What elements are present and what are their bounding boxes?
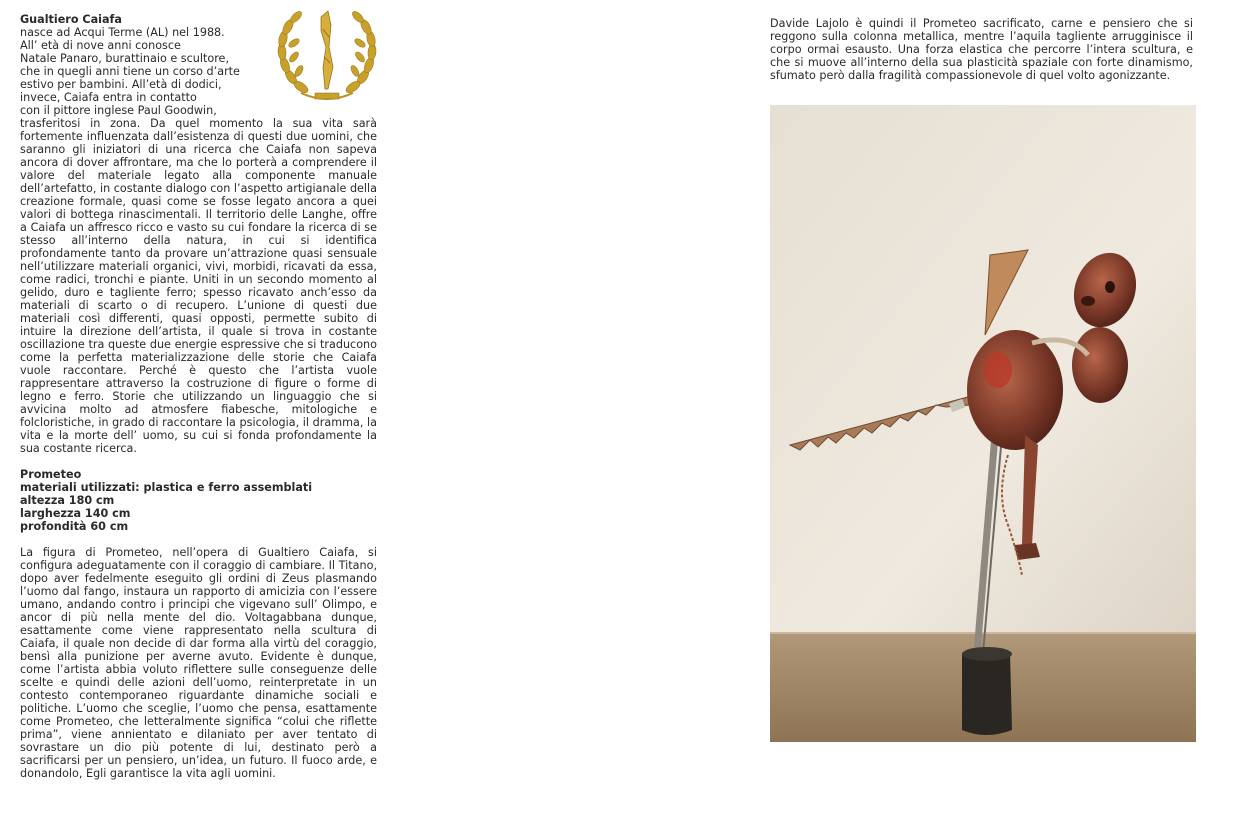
bio-intro-line: estivo per bambini. All’età di dodici, <box>20 78 222 91</box>
artwork-width: larghezza 140 cm <box>20 507 131 520</box>
sculpture-photo <box>770 105 1196 742</box>
artist-name: Gualtiero Caiafa <box>20 13 122 26</box>
laurel-award-icon <box>271 7 383 107</box>
artist-bio <box>20 13 377 455</box>
artwork-details <box>20 468 377 533</box>
artwork-title: Prometeo <box>20 468 82 481</box>
bio-intro-line: che in quegli anni tiene un corso d’arte <box>20 65 240 78</box>
bio-intro-line: All’ età di nove anni conosce <box>20 39 181 52</box>
left-column <box>20 13 377 780</box>
artwork-description-continued: Davide Lajolo è quindi il Prometeo sacrificato, carne e pensiero che si reggono sulla colonna metallica, mentre l’aquila tagliente arrugginisce il corpo ormai esausto. Una forza elastica che percorre l’intera scultura, e che si muove all’interno della sua plasticità spaziale con forte dinamismo, sfumato però dalla fragilità compassionevole di quel volto agonizzante. <box>770 17 1193 82</box>
bio-intro-line: nasce ad Acqui Terme (AL) nel 1988. <box>20 26 225 39</box>
bio-intro-line: con il pittore inglese Paul Goodwin, <box>20 104 217 117</box>
right-column <box>770 17 1193 82</box>
artwork-description: La figura di Prometeo, nell’opera di Gualtiero Caiafa, si configura adeguatamente con il coraggio di cambiare. Il Titano, dopo aver fedelmente eseguito gli ordini di Zeus plasmando l’uomo dal fango, instaura un rapporto di amicizia con l’essere umano, andando contro i principi che vigevano sull’ Olimpo, e ancor di più nella mente del dio. Voltagabbana dunque, esattamente come viene rappresentato nella scultura di Caiafa, il quale non decide di dar forma alla virtù del coraggio, bensì alla punizione per averne avuto. Evidente è dunque, come l’artista abbia voluto riflettere sulle conseguenze delle scelte e quindi delle azioni dell’uomo, reinterpretate in un contesto contemporaneo riguardante dinamiche sociali e politiche. L’uomo che sceglie, l’uomo che pensa, esattamente come Prometeo, che letteralmente significa “colui che riflette prima”, viene annientato e dilaniato per aver tentato di sovrastare un dio più potente di lui, destinato però a sacrificarsi per un pensiero, un’idea, un futuro. Il fuoco arde, e donandolo, Egli garantisce la vita agli uomini. <box>20 546 377 780</box>
artwork-depth: profondità 60 cm <box>20 520 129 533</box>
bio-paragraph: trasferitosi in zona. Da quel momento la sua vita sarà fortemente influenzata dall’esistenza di questi due uomini, che saranno gli iniziatori di una ricerca che Caiafa non sapeva ancora di dover affrontare, ma che lo porterà a comprendere il valore del materiale legato alla componente manuale dell’artefatto, in costante dialogo con l’aspetto artigianale della creazione formale, quasi come se fosse legato ancora a quei valori di bottega rinascimentali. Il territorio delle Langhe, offre a Caiafa un affresco ricco e vasto su cui fondare la ricerca di se stesso all’interno della natura, in cui si identifica profondamente tanto da provare un’attrazione quasi sensuale nell’utilizzare materiali organici, vivi, morbidi, ricavati da essa, come radici, tronchi e piante. Uniti in un secondo momento al gelido, duro e tagliente ferro; spesso ricavato anch’esso da materiali di scarto o di recupero. L’unione di questi due materiali così differenti, quasi opposti, permette subito di intuire la direzione dell’artista, il quale si trova in costante oscillazione tra queste due energie espressive che si traducono come la perfetta materializzazione delle storie che Caiafa vuole raccontare. Perché è questo che l’artista vuole rappresentare attraverso la costruzione di figure o forme di legno e ferro. Storie che utilizzando un linguaggio che si avvicina molto ad atmosfere fiabesche, mitologiche e folcloristiche, in grado di raccontare la psicologia, il dramma, la vita e la morte dell’ uomo, su cui si fonda profondamente la sua costante ricerca. <box>20 117 377 455</box>
artwork-materials: materiali utilizzati: plastica e ferro assemblati <box>20 481 313 494</box>
artwork-height: altezza 180 cm <box>20 494 115 507</box>
bio-intro-line: Natale Panaro, burattinaio e scultore, <box>20 52 229 65</box>
bio-intro-line: invece, Caiafa entra in contatto <box>20 91 197 104</box>
